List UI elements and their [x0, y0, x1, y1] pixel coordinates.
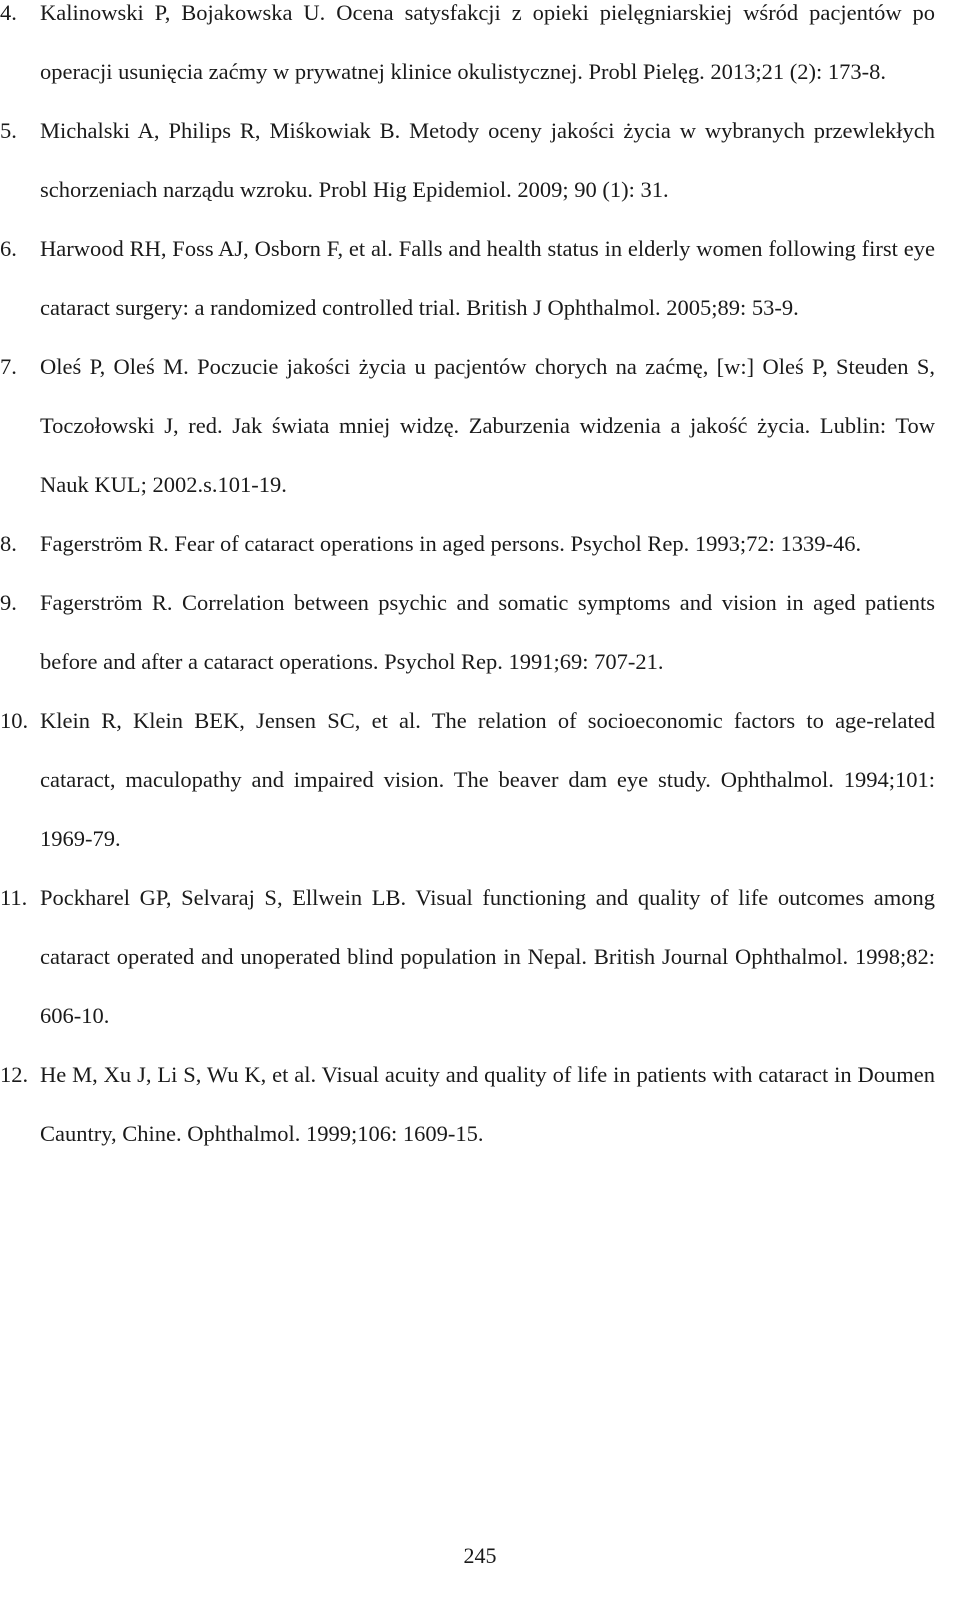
reference-number: 12.: [0, 1062, 29, 1087]
reference-number: 10.: [0, 708, 29, 733]
reference-text: Pockharel GP, Selvaraj S, Ellwein LB. Visual functioning and quality of life outcomes among cataract operated and unoperated blind population in Nepal. British Journal Ophthalmol. 1998;82: 606-10.: [40, 885, 935, 1028]
reference-text: Kalinowski P, Bojakowska U. Ocena satysfakcji z opieki pielęgniarskiej wśród pacjentów po operacji usunięcia zaćmy w prywatnej klinice okulistycznej. Probl Pielęg. 2013;21 (2): 173-8.: [40, 0, 935, 84]
reference-text: Michalski A, Philips R, Miśkowiak B. Metody oceny jakości życia w wybranych przewlekłych schorzeniach narządu wzroku. Probl Hig Epidemiol. 2009; 90 (1): 31.: [40, 118, 935, 202]
reference-text: Klein R, Klein BEK, Jensen SC, et al. The relation of socioeconomic factors to age-related cataract, maculopathy and impaired vision. The beaver dam eye study. Ophthalmol. 1994;101: 1969-79.: [40, 708, 935, 851]
reference-text: He M, Xu J, Li S, Wu K, et al. Visual acuity and quality of life in patients with cataract in Doumen Cauntry, Chine. Ophthalmol. 1999;106: 1609-15.: [40, 1062, 935, 1146]
reference-item: [0, 514, 935, 573]
reference-item: [0, 219, 935, 337]
page-number: 245: [463, 1543, 497, 1568]
reference-text: Oleś P, Oleś M. Poczucie jakości życia u pacjentów chorych na zaćmę, [w:] Oleś P, Steuden S, Toczołowski J, red. Jak świata mniej widzę. Zaburzenia widzenia a jakość życia. Lublin: Tow Nauk KUL; 2002.s.101-19.: [40, 354, 935, 497]
reference-number: 11.: [0, 885, 28, 910]
reference-number: 6.: [0, 236, 17, 261]
reference-item: [0, 573, 935, 691]
reference-number: 7.: [0, 354, 17, 379]
reference-number: 8.: [0, 531, 17, 556]
reference-item: [0, 1045, 935, 1163]
reference-text: Harwood RH, Foss AJ, Osborn F, et al. Falls and health status in elderly women following first eye cataract surgery: a randomized controlled trial. British J Ophthalmol. 2005;89: 53-9.: [40, 236, 935, 320]
reference-item: [0, 101, 935, 219]
reference-number: 9.: [0, 590, 17, 615]
reference-item: [0, 691, 935, 868]
reference-text: Fagerström R. Correlation between psychic and somatic symptoms and vision in aged patients before and after a cataract operations. Psychol Rep. 1991;69: 707-21.: [40, 590, 935, 674]
reference-number: 5.: [0, 118, 17, 143]
reference-item: [0, 868, 935, 1045]
reference-item: [0, 0, 935, 101]
reference-item: [0, 337, 935, 514]
reference-number: 4.: [0, 0, 17, 25]
reference-text: Fagerström R. Fear of cataract operations in aged persons. Psychol Rep. 1993;72: 1339-46.: [40, 531, 862, 556]
